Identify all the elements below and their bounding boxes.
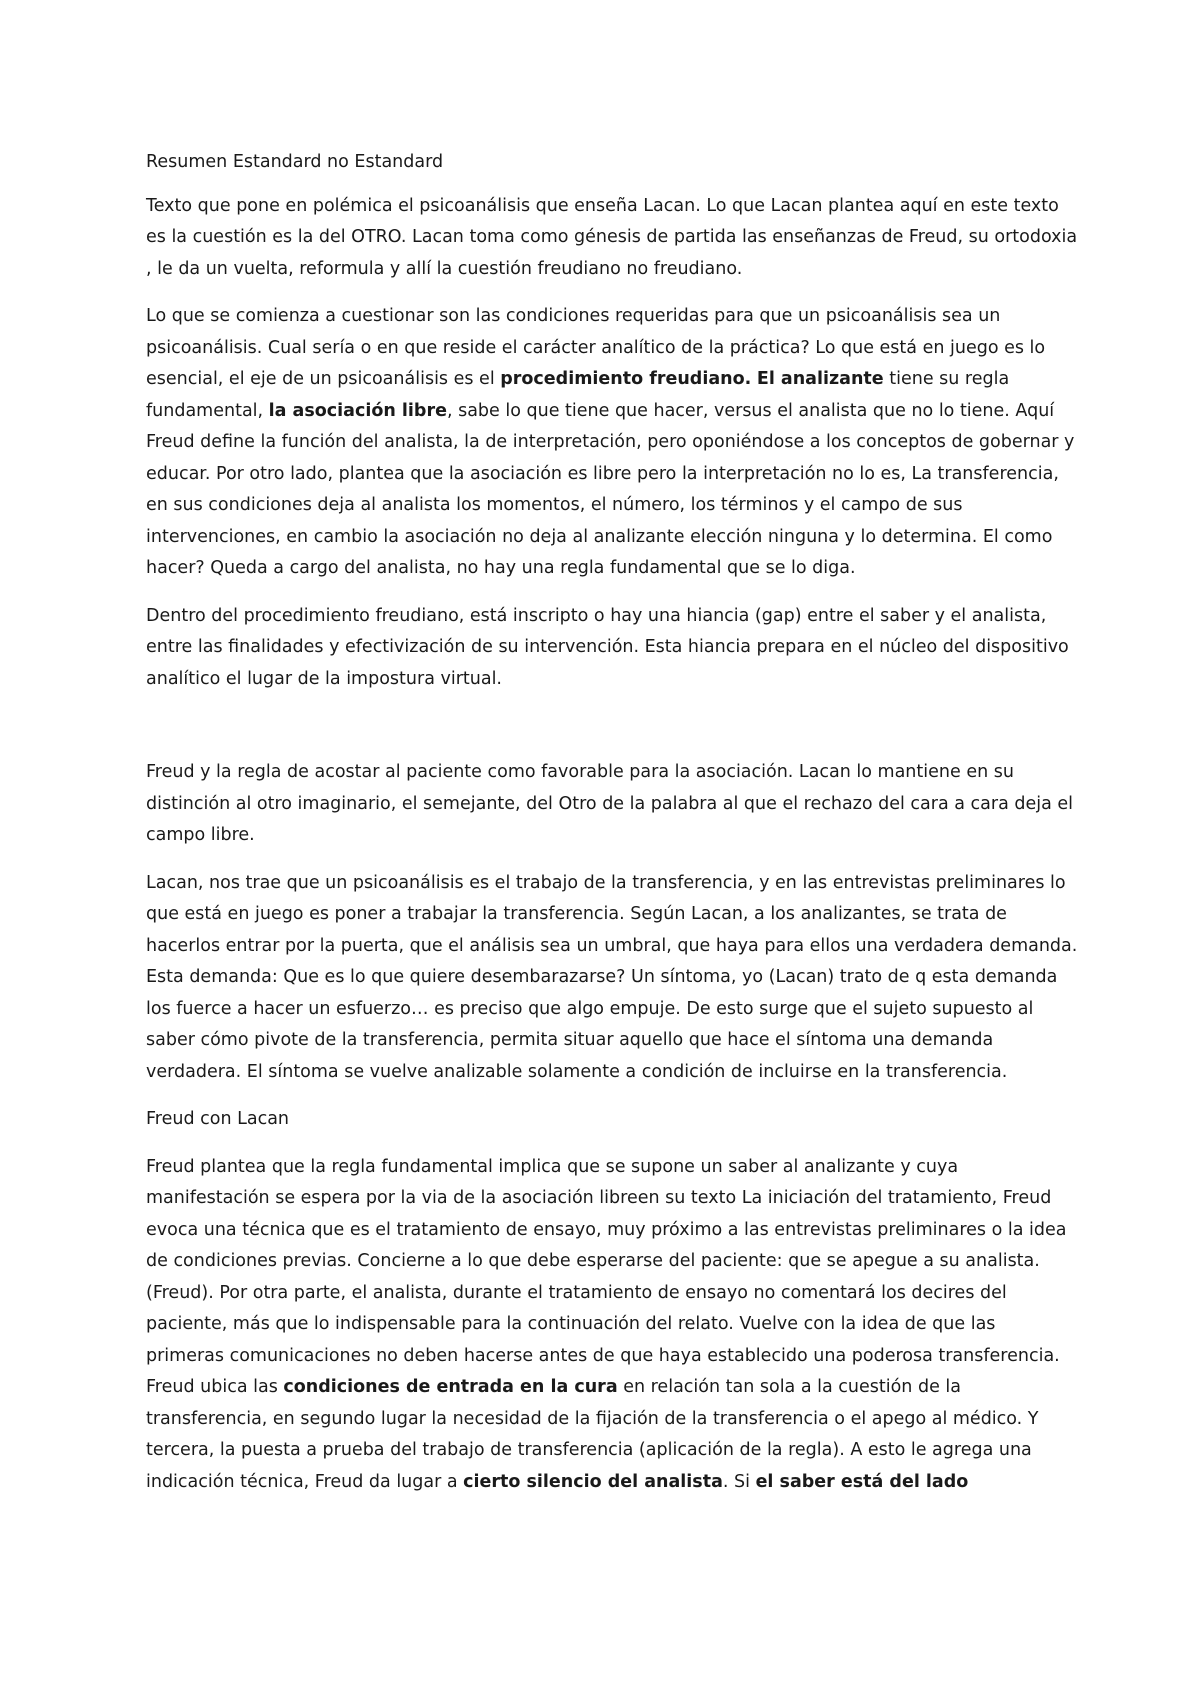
paragraph-transferencia: Lacan, nos trae que un psicoanálisis es el trabajo de la transferencia, y en las entrevistas preliminares lo que está en juego es poner a trabajar la transferencia. Según Lacan, a los analizantes, se trata de hacerlos entrar por la puerta, que el análisis sea un umbral, que haya para ellos una verdadera demanda. Esta demanda: Que es lo que quiere desembarazarse? Un síntoma, yo (Lacan) trato de q esta demanda los fuerce a hacer un esfuerzo… es preciso que algo empuje. De esto surge que el sujeto supuesto al saber cómo pivote de la transferencia, permita situar aquello que hace el síntoma una demanda verdadera. El síntoma se vuelve analizable solamente a condición de incluirse en la transferencia. (146, 872, 1078, 1082)
bold-run: cierto silencio del analista (463, 1471, 723, 1492)
text-run: tiene su regla fundamental, (146, 369, 1010, 421)
bold-run: el saber está del lado (755, 1471, 969, 1492)
paragraph-procedimiento (146, 301, 1078, 585)
paragraph-regla-acostar: Freud y la regla de acostar al paciente como favorable para la asociación. Lacan lo mantiene en su distinción al otro imaginario, el semejante, del Otro de la palabra al que el rechazo del cara a cara deja el campo libre. (146, 762, 1074, 845)
paragraph-hiancia: Dentro del procedimiento freudiano, está inscripto o hay una hiancia (gap) entre el saber y el analista, entre las finalidades y efectivización de su intervención. Esta hiancia prepara en el núcleo del dispositivo analítico el lugar de la impostura virtual. (146, 605, 1069, 689)
section-heading: Freud con Lacan (146, 1109, 290, 1129)
paragraph-freud-con-lacan (146, 1152, 1078, 1499)
text-run: . Si (722, 1471, 756, 1492)
bold-run: El analizante (756, 369, 884, 389)
bold-run: procedimiento freudiano. (500, 369, 752, 389)
paragraph-intro: Texto que pone en polémica el psicoanálisis que enseña Lacan. Lo que Lacan plantea aquí en este texto es la cuestión es la del OTRO. Lacan toma como génesis de partida las enseñanzas de Freud, su ortodoxia , le da un vuelta, reformula y allí la cuestión freudiano no freudiano. (146, 195, 1078, 279)
text-run: Freud plantea que la regla fundamental implica que se supone un saber al analizante y cuya manifestación se espera por la via de la asociación libreen su texto La iniciación del tratamiento, Freud evoca una técnica que es el tratamiento de ensayo, muy próximo a las entrevistas preliminares o la idea de condiciones previas. Concierne a lo que debe esperarse del paciente: que se apegue a su analista. (Freud). Por otra parte, el analista, durante el tratamiento de ensayo no comentará los decires del paciente, más que lo indispensable para la continuación del relato. Vuelve con la idea de que las primeras comunicaciones no deben hacerse antes de que haya establecido una poderosa transferencia. Freud ubica las (146, 1156, 1067, 1397)
text-run: en relación tan sola a la cuestión de la transferencia, en segundo lugar la necesidad de la fijación de la transferencia o el apego al médico. Y tercera, la puesta a prueba del trabajo de transferencia (aplicación de la regla). A esto le agrega una indicación técnica, Freud da lugar a (146, 1377, 1039, 1492)
text-run: Lo que se comienza a cuestionar son las condiciones requeridas para que un psicoanálisis sea un psicoanálisis. Cual sería o en que reside el carácter analítico de la práctica? Lo que está en juego es lo esencial, el eje de un psicoanálisis es el (146, 306, 1046, 389)
text-run: , sabe lo que tiene que hacer, versus el analista que no lo tiene. Aquí Freud define la función del analista, la de interpretación, pero oponiéndose a los conceptos de gobernar y educar. Por otro lado, plantea que la asociación es libre pero la interpretación no lo es, La transferencia, en sus condiciones deja al analista los momentos, el número, los términos y el campo de sus intervenciones, en cambio la asociación no deja al analizante elección ninguna y lo determina. El como hacer? Queda a cargo del analista, no hay una regla fundamental que se lo diga. (146, 400, 1075, 578)
document-title: Resumen Estandard no Estandard (146, 152, 444, 172)
bold-run: la asociación libre (268, 400, 447, 421)
bold-run: condiciones de entrada en la cura (283, 1377, 618, 1397)
